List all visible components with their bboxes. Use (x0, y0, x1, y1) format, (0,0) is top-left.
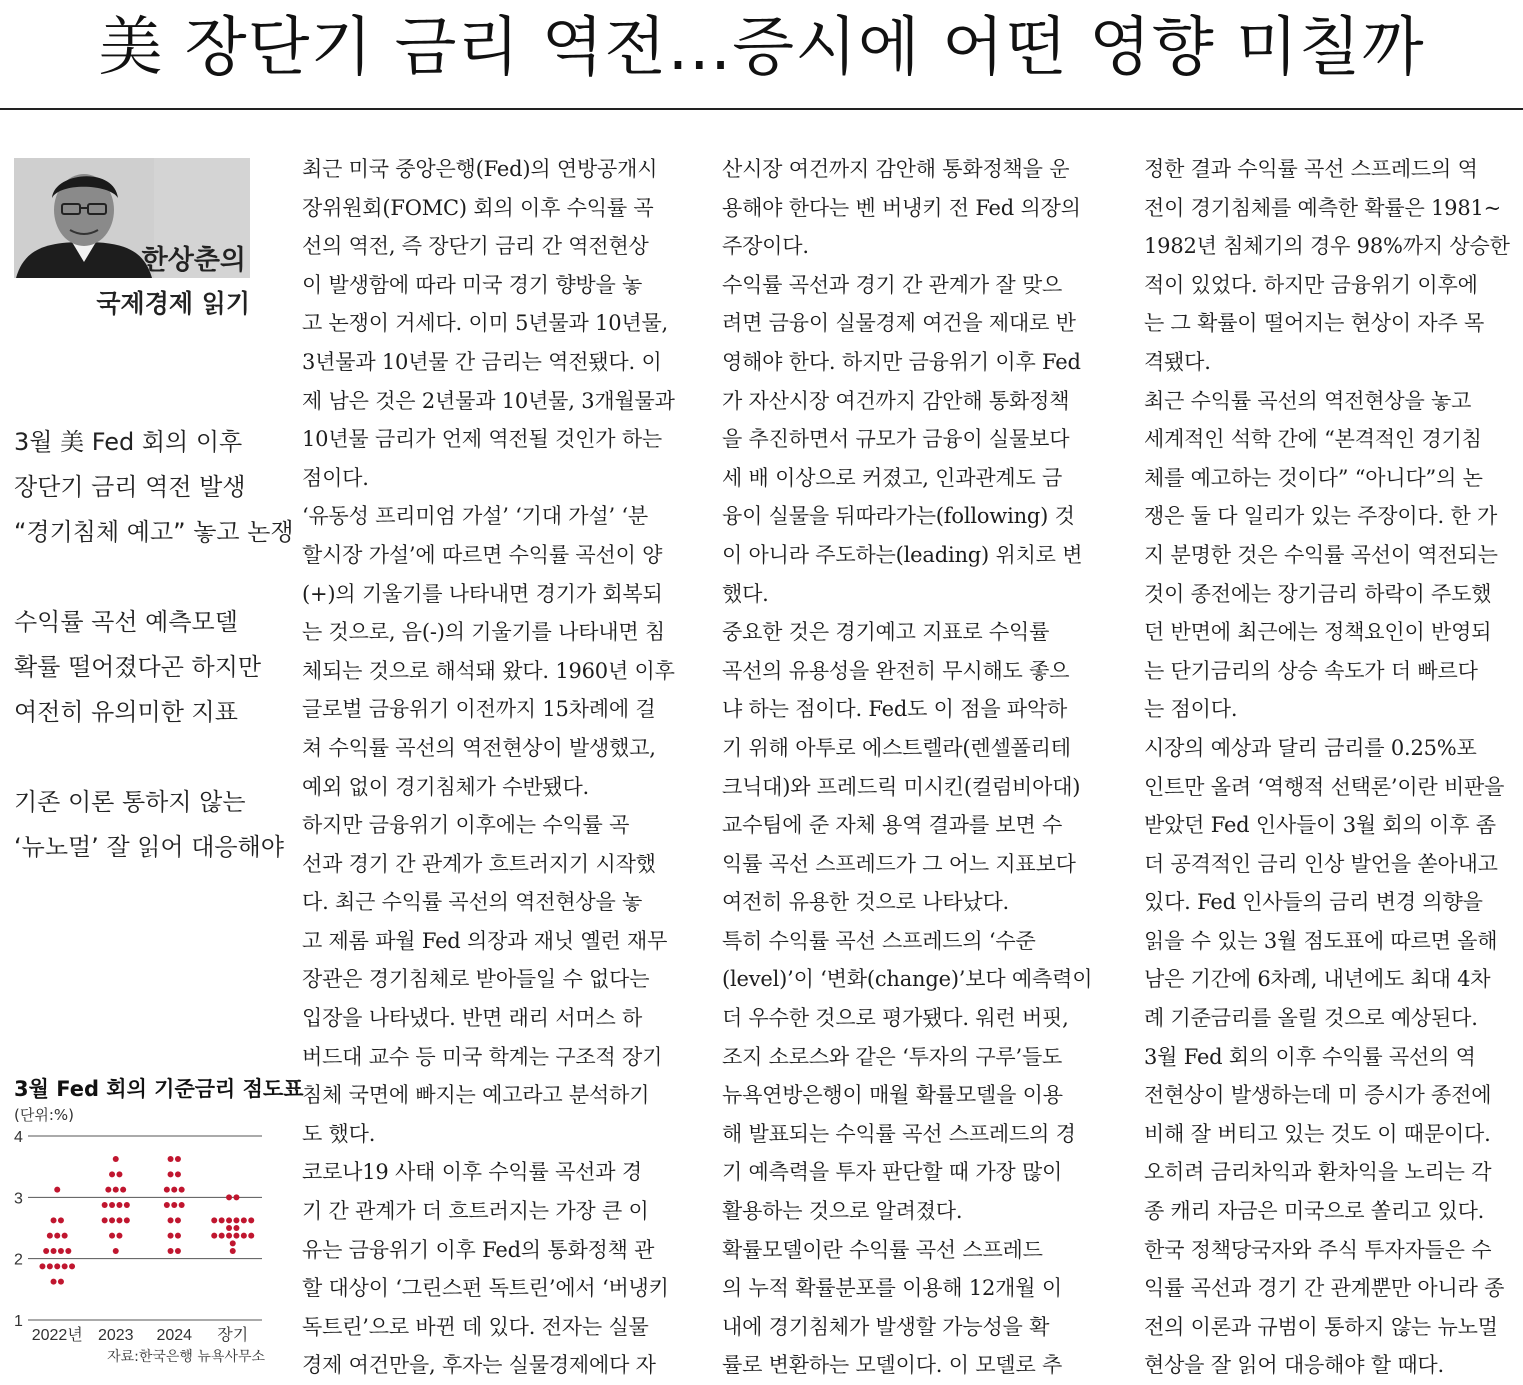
dot-point (179, 1202, 185, 1208)
article-text-line: 쳐 수익률 곡선의 역전현상이 발생했고, (302, 735, 656, 760)
dot-point (164, 1202, 170, 1208)
article-text-line: 융이 실물을 뒤따라가는(following) 것 (722, 504, 1075, 529)
columnist-portrait (14, 158, 154, 278)
article-text-line: 유는 금융위기 이후 Fed의 통화정책 관 (302, 1237, 655, 1262)
dot-point (230, 1240, 236, 1246)
article-text-line: 뉴욕연방은행이 매월 확률모델을 이용 (722, 1083, 1063, 1108)
article-column-2 (722, 150, 1102, 1385)
summary-block-1 (14, 420, 294, 555)
dot-point (58, 1279, 64, 1285)
article-text-line: 산시장 여건까지 감안해 통화정책을 운 (722, 157, 1070, 181)
dot-point (116, 1233, 122, 1239)
article-text-line: 정한 결과 수익률 곡선 스프레드의 역 (1144, 157, 1478, 181)
article-text-line: 다. 최근 수익률 곡선의 역전현상을 놓 (302, 890, 643, 915)
article-text-line: 률로 변환하는 모델이다. 이 모델로 추 (722, 1353, 1063, 1378)
dot-point (54, 1187, 60, 1193)
summary-block-2 (14, 600, 274, 735)
article-text-line: 확률모델이란 수익률 곡선 스프레드 (722, 1237, 1043, 1262)
dot-point (105, 1187, 111, 1193)
dot-point (175, 1156, 181, 1162)
dot-point (51, 1248, 57, 1254)
article-text-line: 경제 여건만을, 후자는 실물경제에다 자 (302, 1353, 656, 1378)
x-category-label: 2024 (156, 1327, 193, 1344)
dot-point (51, 1217, 57, 1223)
dot-point (69, 1263, 75, 1269)
article-text-line: 전의 이론과 규범이 통하지 않는 뉴노멀 (1144, 1314, 1498, 1339)
chart-source: 자료:한국은행 뉴욕사무소 (107, 1349, 265, 1365)
dot-point (47, 1263, 53, 1269)
dot-point (211, 1233, 217, 1239)
article-text-line: 기 위해 아투로 에스트렐라(렌셀폴리테 (722, 735, 1071, 760)
article-column-1 (302, 150, 680, 1385)
dot-point (113, 1187, 119, 1193)
dot-point (226, 1194, 232, 1200)
article-text-line: 가 자산시장 여건까지 감안해 통화정책 (722, 388, 1070, 413)
dot-point (116, 1202, 122, 1208)
dot-point (102, 1217, 108, 1223)
y-tick-label: 1 (14, 1313, 23, 1330)
article-text-line: 할 대상이 ‘그린스펀 독트린’에서 ‘버냉키 (302, 1276, 669, 1301)
article-text-line: (level)’이 ‘변화(change)’보다 예측력이 (722, 967, 1093, 992)
x-category-label: 장기 (217, 1327, 249, 1344)
article-text-line: 남은 기간에 6차례, 내년에도 최대 4차 (1144, 967, 1491, 992)
article-text-line: 고 논쟁이 거세다. 이미 5년물과 10년물, (302, 311, 669, 336)
article-text-line: 선의 역전, 즉 장단기 금리 간 역전현상 (302, 234, 649, 259)
chart-title: 3월 Fed 회의 기준금리 점도표 (14, 1077, 304, 1101)
article-text-line: 내에 경기침체가 발생할 가능성을 확 (722, 1314, 1050, 1339)
dot-point (120, 1187, 126, 1193)
dot-point (102, 1202, 108, 1208)
headline-rule (0, 108, 1523, 110)
article-column-3 (1144, 150, 1520, 1385)
dot-point (233, 1225, 239, 1231)
dot-point (109, 1217, 115, 1223)
article-text-line: 3월 Fed 회의 이후 수익률 곡선의 역 (1144, 1044, 1476, 1069)
article-text-line: 글로벌 금융위기 이전까지 15차례에 걸 (302, 697, 656, 722)
x-category-label: 2023 (97, 1327, 134, 1344)
dot-point (54, 1233, 60, 1239)
dot-point (175, 1233, 181, 1239)
article-text-line: 용해야 한다는 벤 버냉키 전 Fed 의장의 (722, 195, 1081, 220)
article-text-line: 제 남은 것은 2년물과 10년물, 3개월물과 (302, 388, 675, 413)
dot-point (124, 1217, 130, 1223)
dot-point (58, 1248, 64, 1254)
dot-point (47, 1233, 53, 1239)
article-text-line: 체되는 것으로 해석돼 왔다. 1960년 이후 (302, 658, 675, 683)
dot-point (62, 1263, 68, 1269)
article-text-line: 종 캐리 자금은 미국으로 쏠리고 있다. (1144, 1199, 1485, 1224)
article-text-line: 곡선의 유용성을 완전히 무시해도 좋으 (722, 658, 1070, 683)
dot-point (168, 1233, 174, 1239)
dot-point (54, 1263, 60, 1269)
dot-point (39, 1263, 45, 1269)
article-text-line: 장관은 경기침체로 받아들일 수 없다는 (302, 967, 650, 992)
article-text-line: 는 그 확률이 떨어지는 현상이 자주 목 (1144, 311, 1485, 336)
article-text-line: 영해야 한다. 하지만 금융위기 이후 Fed (722, 349, 1081, 374)
article-text-line: 지 분명한 것은 수익률 곡선이 역전되는 (1144, 542, 1498, 567)
dot-point (171, 1187, 177, 1193)
y-tick-label: 3 (14, 1190, 23, 1208)
dot-point (43, 1248, 49, 1254)
article-text-line: 여전히 유용한 것으로 나타났다. (722, 890, 1010, 915)
dot-point (113, 1156, 119, 1162)
article-text-line: 는 것으로, 음(-)의 기울기를 나타내면 침 (302, 620, 666, 645)
dot-point (248, 1217, 254, 1223)
article-text-line: 주장이다. (722, 234, 809, 259)
article-text-line: 기 간 관계가 더 흐트러지는 가장 큰 이 (302, 1199, 649, 1224)
summary-line: 수익률 곡선 예측모델 (14, 608, 238, 636)
article-text-line: 한국 정책당국자와 주식 투자자들은 수 (1144, 1237, 1492, 1262)
dot-point (179, 1187, 185, 1193)
article-text-line: ‘유동성 프리미엄 가설’ ‘기대 가설’ ‘분 (302, 504, 648, 529)
article-text-line: 기 예측력을 투자 판단할 때 가장 많이 (722, 1160, 1063, 1185)
article-text-line: 조지 소로스와 같은 ‘투자의 구루’들도 (722, 1044, 1063, 1069)
dot-point (241, 1233, 247, 1239)
article-text-line: 읽을 수 있는 3월 점도표에 따르면 올해 (1144, 928, 1498, 953)
article-text-line: 체를 예고하는 것이다” “아니다”의 논 (1144, 465, 1483, 490)
dot-point (164, 1187, 170, 1193)
dot-point (51, 1279, 57, 1285)
dot-point (58, 1217, 64, 1223)
dot-point (171, 1202, 177, 1208)
dot-point (65, 1248, 71, 1254)
article-text-line: 해 발표되는 수익률 곡선 스프레드의 경 (722, 1121, 1076, 1146)
x-category-label: 2022년 (31, 1327, 83, 1344)
article-text-line: 최근 미국 중앙은행(Fed)의 연방공개시 (302, 157, 658, 181)
dot-point (175, 1171, 181, 1177)
article-text-line: 익률 곡선 스프레드가 그 어느 지표보다 (722, 851, 1076, 876)
dot-point (168, 1248, 174, 1254)
article-text-line: 적이 있었다. 하지만 금융위기 이후에 (1144, 272, 1478, 297)
dot-point (226, 1217, 232, 1223)
article-text-line: 더 공격적인 금리 인상 발언을 쏟아내고 (1144, 851, 1498, 876)
article-text-line: 고 제롬 파월 Fed 의장과 재닛 옐런 재무 (302, 928, 668, 953)
article-headline: 美 장단기 금리 역전…증시에 어떤 영향 미칠까 (98, 11, 1425, 85)
dot-point (168, 1156, 174, 1162)
columnist-photo-box (14, 158, 250, 278)
dot-point (109, 1171, 115, 1177)
article-text-line: 장위원회(FOMC) 회의 이후 수익률 곡 (302, 195, 654, 220)
dot-point (241, 1217, 247, 1223)
dot-point (109, 1233, 115, 1239)
dot-point (233, 1217, 239, 1223)
dot-point (219, 1233, 225, 1239)
dot-point (175, 1248, 181, 1254)
summary-line: 여전히 유의미한 지표 (14, 698, 238, 726)
article-text-line: 격됐다. (1144, 349, 1211, 374)
article-text-line: 수익률 곡선과 경기 간 관계가 잘 맞으 (722, 272, 1063, 297)
article-text-line: 침체 국면에 빠지는 예고라고 분석하기 (302, 1083, 650, 1108)
dot-plot-chart (10, 1120, 272, 1346)
article-text-line: 익률 곡선과 경기 간 관계뿐만 아니라 종 (1144, 1276, 1505, 1301)
columnist-name: 한상춘의 (141, 245, 246, 276)
summary-line: 기존 이론 통하지 않는 (14, 788, 246, 816)
article-text-line: 활용하는 것으로 알려졌다. (722, 1199, 963, 1224)
article-text-line: 10년물 금리가 언제 역전될 것인가 하는 (302, 427, 662, 452)
article-text-line: 는 단기금리의 상승 속도가 더 빠르다 (1144, 658, 1478, 683)
chart-unit: (단위:%) (14, 1106, 74, 1124)
y-tick-label: 4 (14, 1129, 23, 1146)
article-text-line: 더 우수한 것으로 평가됐다. 워런 버핏, (722, 1006, 1069, 1031)
article-text-line: 독트린’으로 바뀐 데 있다. 전자는 실물 (302, 1314, 649, 1339)
article-text-line: 최근 수익률 곡선의 역전현상을 놓고 (1144, 388, 1472, 413)
article-text-line: 할시장 가설’에 따르면 수익률 곡선이 양 (302, 542, 663, 567)
y-tick-label: 2 (14, 1251, 23, 1269)
article-text-line: (+)의 기울기를 나타내면 경기가 회복되 (302, 581, 663, 606)
article-text-line: 는 점이다. (1144, 697, 1238, 722)
article-text-line: 인트만 올려 ‘역행적 선택론’이란 비판을 (1144, 774, 1505, 799)
dot-point (109, 1202, 115, 1208)
article-text-line: 교수팀에 준 자체 용역 결과를 보면 수 (722, 813, 1063, 838)
summary-line: “경기침체 예고” 놓고 논쟁 (14, 518, 294, 546)
article-text-line: 도 했다. (302, 1121, 376, 1146)
summary-line: 장단기 금리 역전 발생 (14, 473, 246, 501)
article-text-line: 점이다. (302, 465, 369, 490)
article-text-line: 3년물과 10년물 간 금리는 역전됐다. 이 (302, 349, 662, 374)
article-text-line: 1982년 침체기의 경우 98%까지 상승한 (1144, 234, 1510, 259)
article-text-line: 세계적인 석학 간에 “본격적인 경기침 (1144, 427, 1482, 452)
article-text-line: 현상을 잘 읽어 대응해야 할 때다. (1144, 1353, 1444, 1378)
dot-point (233, 1194, 239, 1200)
dot-point (116, 1217, 122, 1223)
article-text-line: 특히 수익률 곡선 스프레드의 ‘수준 (722, 928, 1036, 953)
dot-point (233, 1233, 239, 1239)
dot-point (248, 1233, 254, 1239)
article-text-line: 의 누적 확률분포를 이용해 12개월 이 (722, 1276, 1062, 1301)
article-text-line: 던 반면에 최근에는 정책요인이 반영되 (1144, 620, 1492, 645)
dot-point (168, 1217, 174, 1223)
dot-point (62, 1233, 68, 1239)
summary-line: 확률 떨어졌다곤 하지만 (14, 653, 262, 681)
article-text-line: 선과 경기 간 관계가 흐트러지기 시작했 (302, 851, 656, 876)
summary-block-3 (14, 780, 284, 870)
dot-point (230, 1248, 236, 1254)
dot-point (226, 1233, 232, 1239)
dot-point (124, 1202, 130, 1208)
article-text-line: 전이 경기침체를 예측한 확률은 1981~ (1144, 195, 1502, 220)
summary-line: ‘뉴노멀’ 잘 읽어 대응해야 (14, 833, 284, 861)
article-text-line: 했다. (722, 581, 769, 606)
article-text-line: 전현상이 발생하는데 미 증시가 종전에 (1144, 1083, 1492, 1108)
article-text-line: 이 발생함에 따라 미국 경기 향방을 놓 (302, 272, 643, 297)
dot-point (168, 1171, 174, 1177)
dot-point (116, 1171, 122, 1177)
article-text-line: 을 추진하면서 규모가 금융이 실물보다 (722, 427, 1070, 452)
article-text-line: 예외 없이 경기침체가 수반됐다. (302, 774, 590, 799)
article-text-line: 오히려 금리차익과 환차익을 노리는 각 (1144, 1160, 1492, 1185)
article-text-line: 중요한 것은 경기예고 지표로 수익률 (722, 620, 1050, 645)
article-text-line: 입장을 나타냈다. 반면 래리 서머스 하 (302, 1006, 643, 1031)
column-title: 국제경제 읽기 (96, 289, 250, 318)
article-text-line: 코로나19 사태 이후 수익률 곡선과 경 (302, 1160, 642, 1185)
article-text-line: 크닉대)와 프레드릭 미시킨(컬럼비아대) (722, 774, 1081, 799)
dot-point (175, 1217, 181, 1223)
article-text-line: 냐 하는 점이다. Fed도 이 점을 파악하 (722, 697, 1068, 722)
article-text-line: 려면 금융이 실물경제 여건을 제대로 반 (722, 311, 1076, 336)
article-text-line: 시장의 예상과 달리 금리를 0.25%포 (1144, 735, 1477, 760)
article-text-line: 하지만 금융위기 이후에는 수익률 곡 (302, 813, 630, 838)
article-text-line: 버드대 교수 등 미국 학계는 구조적 장기 (302, 1044, 663, 1069)
article-text-line: 쟁은 둘 다 일리가 있는 주장이다. 한 가 (1144, 504, 1498, 529)
dot-point (219, 1217, 225, 1223)
article-text-line: 비해 잘 버티고 있는 것도 이 때문이다. (1144, 1121, 1491, 1146)
article-text-line: 례 기준금리를 올릴 것으로 예상된다. (1144, 1006, 1478, 1031)
dot-point (211, 1217, 217, 1223)
article-text-line: 세 배 이상으로 커졌고, 인과관계도 금 (722, 465, 1063, 490)
article-text-line: 받았던 Fed 인사들이 3월 회의 이후 좀 (1144, 813, 1496, 838)
article-text-line: 있다. Fed 인사들의 금리 변경 의향을 (1144, 890, 1483, 915)
summary-line: 3월 美 Fed 회의 이후 (14, 428, 243, 456)
dot-point (113, 1248, 119, 1254)
article-text-line: 것이 종전에는 장기금리 하락이 주도했 (1144, 581, 1492, 606)
article-text-line: 이 아니라 주도하는(leading) 위치로 변 (722, 542, 1083, 567)
dot-point (226, 1225, 232, 1231)
